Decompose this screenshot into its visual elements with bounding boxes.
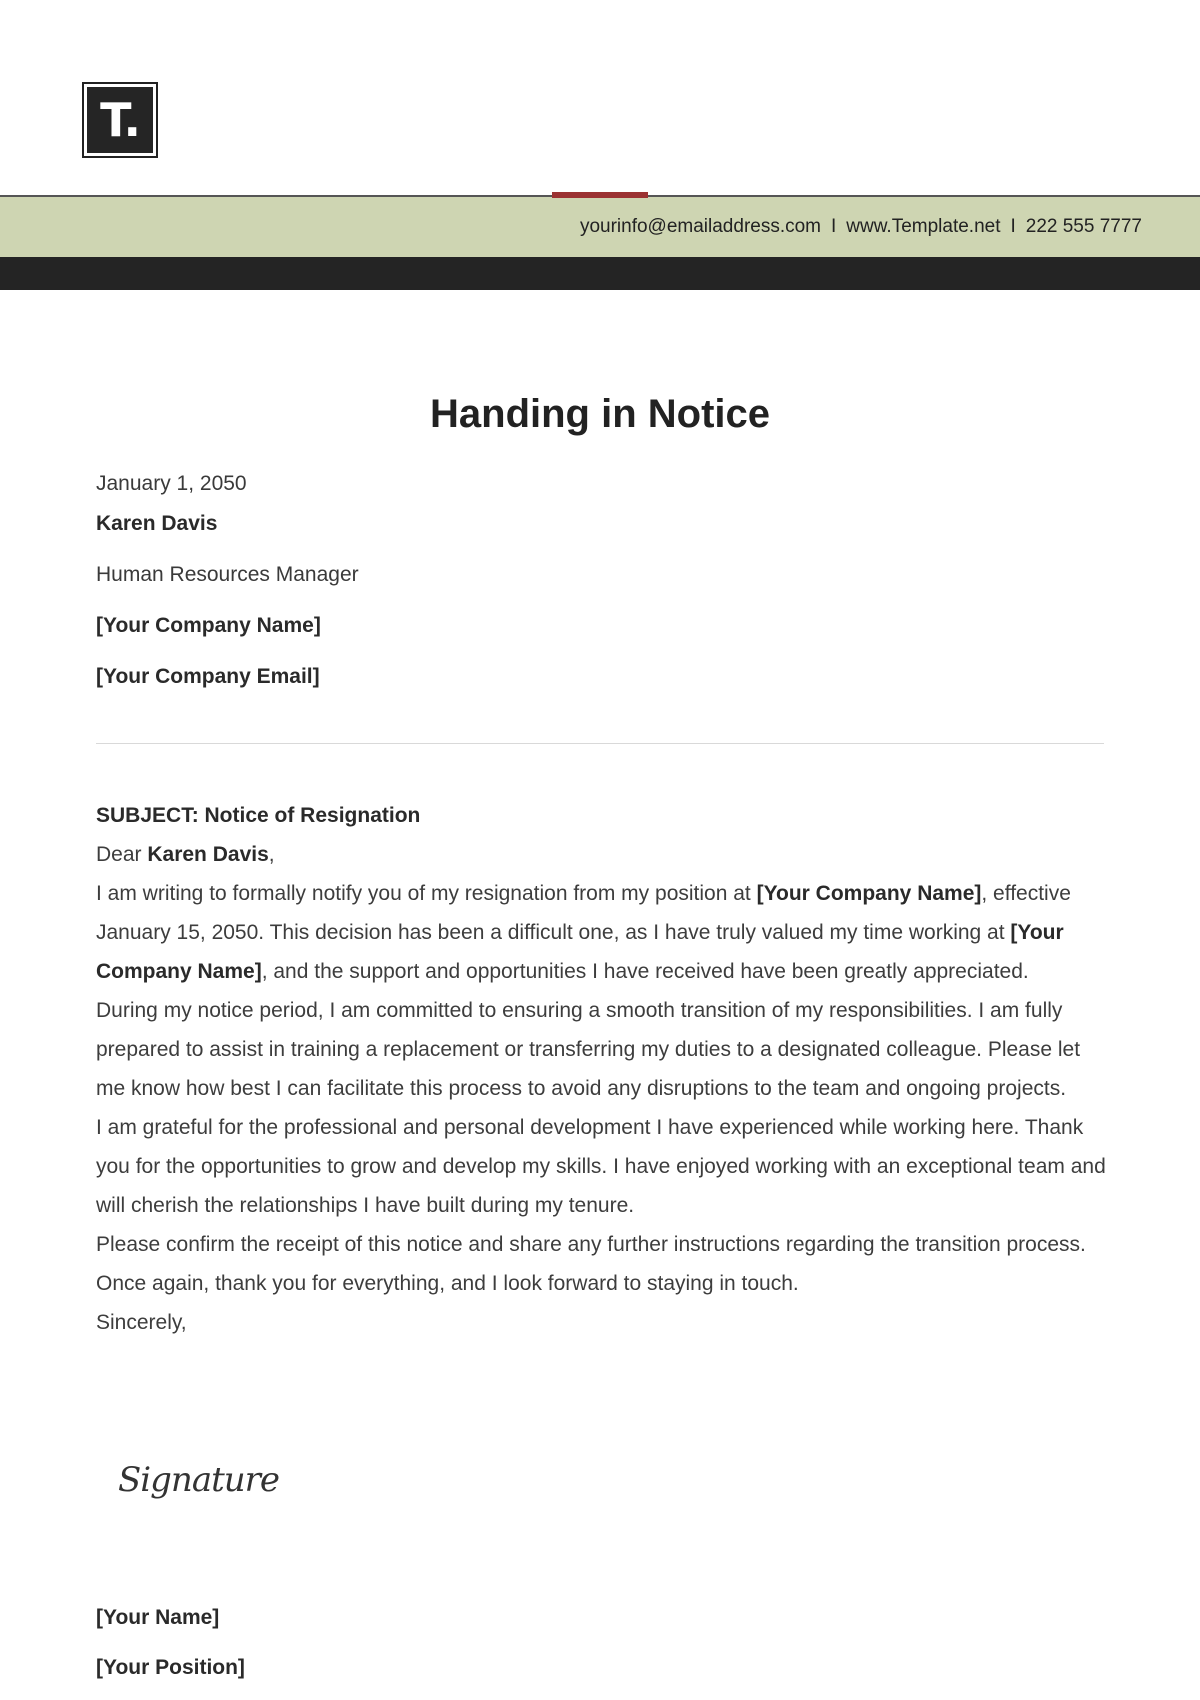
letter-body xyxy=(96,796,1106,1342)
recipient-name: Karen Davis xyxy=(96,512,218,535)
company-name-inline: [Your Company Name] xyxy=(96,921,1064,983)
recipient-company-email: [Your Company Email] xyxy=(96,665,320,688)
sender-position: [Your Position] xyxy=(96,1656,245,1679)
contact-separator: I xyxy=(831,216,837,237)
recipient-title: Human Resources Manager xyxy=(96,563,359,586)
sender-name: [Your Name] xyxy=(96,1606,220,1629)
contact-separator: I xyxy=(1010,216,1016,237)
contact-info xyxy=(580,197,1142,257)
letter-date: January 1, 2050 xyxy=(96,472,247,495)
document-title: Handing in Notice xyxy=(430,392,770,436)
header-accent-bar xyxy=(552,192,648,198)
contact-phone: 222 555 7777 xyxy=(1025,216,1142,237)
paragraph-3: I am grateful for the professional and personal development I have experienced while working here. Thank you for the opportunities to grow and develop my skills. I have enjoyed working with an exceptional team and will cherish the relationships I have built during my tenure. xyxy=(96,1116,1106,1217)
logo-letter: T. xyxy=(87,87,153,153)
paragraph-4: Please confirm the receipt of this notice and share any further instructions regarding the transition process. Once again, thank you for everything, and I look forward to staying in touch. xyxy=(96,1233,1086,1295)
recipient-company: [Your Company Name] xyxy=(96,614,321,637)
salutation-name: Karen Davis xyxy=(147,843,269,866)
salutation: Dear Karen Davis, xyxy=(96,843,275,866)
contact-email: yourinfo@emailaddress.com xyxy=(579,216,822,237)
subject-line: SUBJECT: Notice of Resignation xyxy=(96,804,421,827)
contact-band xyxy=(0,197,1200,257)
closing: Sincerely, xyxy=(96,1311,187,1334)
company-name-inline: [Your Company Name] xyxy=(756,882,982,905)
company-logo xyxy=(82,82,158,158)
paragraph-2: During my notice period, I am committed to ensuring a smooth transition of my responsibilities. I am fully prepared to assist in training a replacement or transferring my duties to a designated colleague. Please let me know how best I can facilitate this process to avoid any disruptions to the team and ongoing projects. xyxy=(96,999,1081,1100)
header-dark-band xyxy=(0,257,1200,290)
paragraph-1: I am writing to formally notify you of my resignation from my position at [Your Company Name], effective January 15, 2050. This decision has been a difficult one, as I have truly valued my time working at [Your Company Name], and the support and opportunities I have received have been greatly appreciated. xyxy=(96,882,1071,983)
contact-website: www.Template.net xyxy=(846,216,1001,237)
signature: Signature xyxy=(118,1460,280,1500)
section-divider xyxy=(96,743,1104,744)
